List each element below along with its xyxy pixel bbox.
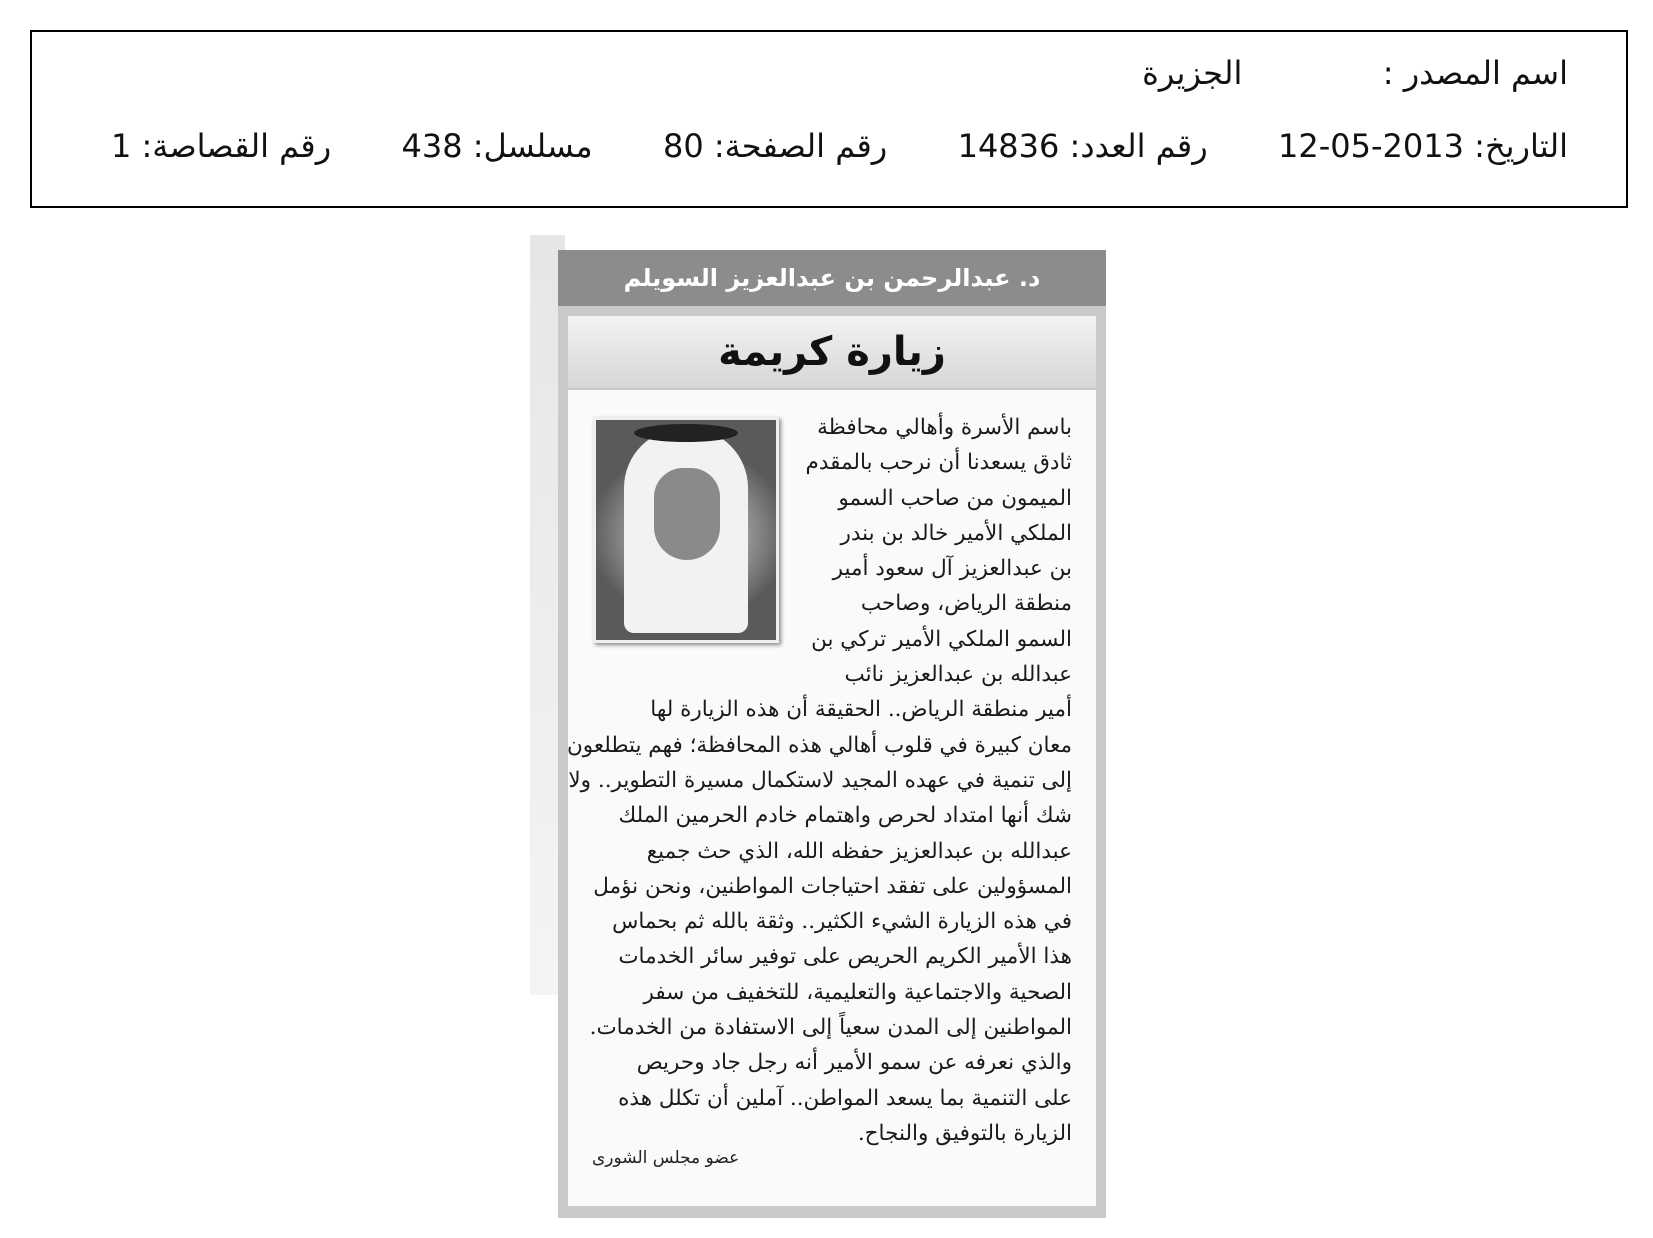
clip-label: رقم القصاصة: [141,127,332,165]
article-line: المسؤولين على تفقد احتياجات المواطنين، ونحن نؤمل [593,873,1072,899]
date-label: التاريخ: [1474,127,1568,165]
issue-label: رقم العدد: [1069,127,1208,165]
article-line: شك أنها امتداد لحرص واهتمام خادم الحرمين الملك [618,803,1072,829]
newspaper-clipping [558,250,1106,1218]
article-line: معان كبيرة في قلوب أهالي هذه المحافظة؛ فهم يتطلعون [566,732,1072,758]
source-label: اسم المصدر : [1382,54,1568,92]
page-value: 80 [662,127,704,165]
article-line: هذا الأمير الكريم الحريص على توفير سائر الخدمات [618,944,1072,970]
page-label: رقم الصفحة: [713,127,888,165]
article-text [566,410,1072,1151]
meta-row [111,127,1568,165]
article-line: بن عبدالعزيز آل سعود أمير [832,556,1072,582]
source-row [1142,54,1568,92]
article-line: ثادق يسعدنا أن نرحب بالمقدم [805,450,1072,476]
serial-value: 438 [401,127,463,165]
headline: زيارة كريمة [568,316,1096,388]
article-line: الزيارة بالتوفيق والنجاح. [857,1120,1072,1146]
author-title: عضو مجلس الشورى [592,1148,740,1168]
date-value: 2013-05-12 [1278,127,1464,165]
author-name: د. عبدالرحمن بن عبدالعزيز السويلم [558,250,1106,306]
article-line: إلى تنمية في عهده المجيد لاستكمال مسيرة التطوير.. ولا [568,767,1072,793]
article-line: عبدالله بن عبدالعزيز حفظه الله، الذي حث جميع [646,838,1072,864]
article-line: والذي نعرفه عن سمو الأمير أنه رجل جاد وحريص [636,1050,1072,1076]
source-info-box [30,30,1628,208]
article-line: أمير منطقة الرياض.. الحقيقة أن هذه الزيارة لها [650,697,1072,723]
article-line: المواطنين إلى المدن سعياً إلى الاستفادة من الخدمات. [589,1015,1072,1041]
article-line: عبدالله بن عبدالعزيز نائب [844,662,1072,688]
article-line: الملكي الأمير خالد بن بندر [840,520,1072,546]
clip-value: 1 [110,127,132,165]
article-line: باسم الأسرة وأهالي محافظة [817,415,1072,440]
article-body-panel [568,390,1096,1206]
article-line: الصحية والاجتماعية والتعليمية، للتخفيف من سفر [643,979,1072,1005]
article-line: السمو الملكي الأمير تركي بن [811,626,1072,652]
source-value: الجزيرة [1142,54,1243,92]
article-line: منطقة الرياض، وصاحب [860,591,1072,617]
article-line: على التنمية بما يسعد المواطن.. آملين أن تكلل هذه [618,1085,1072,1111]
serial-label: مسلسل: [472,127,593,165]
article-line: الميمون من صاحب السمو [838,485,1072,511]
issue-value: 14836 [957,127,1060,165]
article-line: في هذه الزيارة الشيء الكثير.. وثقة بالله ثم بحماس [612,909,1072,935]
